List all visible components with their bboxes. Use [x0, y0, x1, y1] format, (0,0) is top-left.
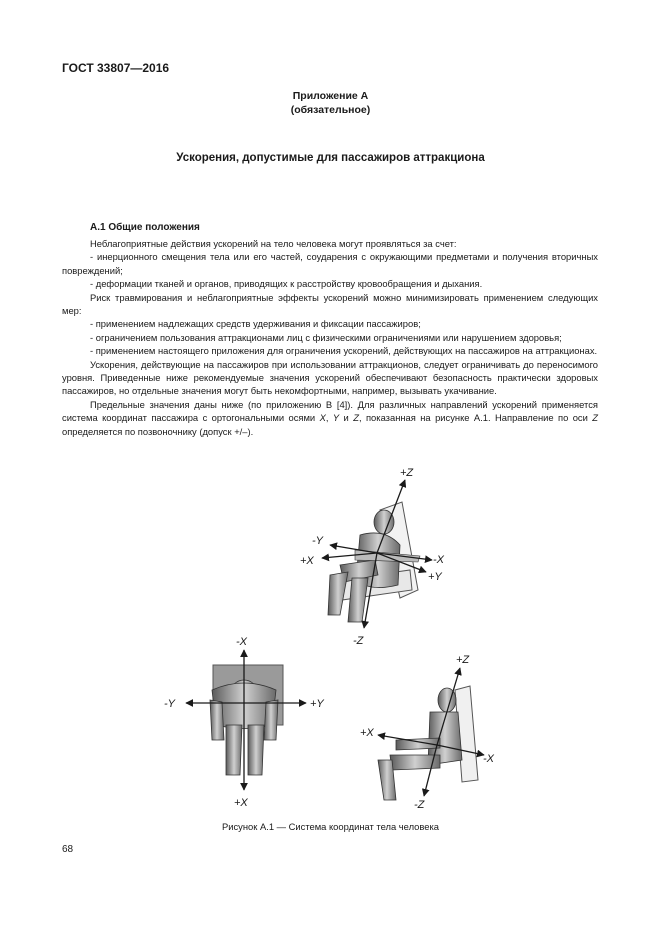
axis-label: -X [236, 636, 247, 648]
axis-label: -Z [353, 635, 364, 647]
paragraph: Риск травмирования и неблагоприятные эффекты ускорений можно минимизировать применением следующих мер: [62, 291, 598, 317]
paragraph: Ускорения, действующие на пассажиров при использовании аттракционов, следует ограничивать до переносимого уровня. Приведенные ниже рекомендуемые значения ускорений обеспечивают безопасность практически здоровых пассажиров, но отдельные значения могут быть некомфортными, например, вызывать укачивание. [62, 358, 598, 397]
figure-seated-top-view [164, 636, 324, 809]
figure-caption: Рисунок А.1 — Система координат тела человека [222, 821, 439, 832]
figure-seated-side-view [360, 654, 495, 811]
appendix-subtitle: (обязательное) [290, 104, 371, 116]
axis-label: +Y [428, 571, 442, 583]
paragraph: Предельные значения даны ниже (по приложению В [4]). Для различных направлений ускорений применяется система координат пассажира с ортогональными осями X, Y и Z, показанная на рисунке А.1. Направление по оси Z определяется по позвоночнику (допуск +/–). [62, 398, 598, 437]
page-title: Ускорения, допустимые для пассажиров аттракциона [176, 152, 485, 164]
appendix-title: Приложение А [292, 90, 369, 102]
list-item: - деформации тканей и органов, приводящих к расстройству кровообращения и дыхания. [90, 278, 483, 290]
axis-label: +X [234, 797, 248, 809]
list-item: - ограничением пользования аттракционами лиц с физическими ограничениями или нарушением здоровья; [90, 331, 562, 343]
axis-label: -Y [312, 535, 323, 547]
axis-label: +X [360, 727, 374, 739]
axis-label: +Y [310, 698, 324, 710]
axis-label: +X [300, 555, 314, 567]
axis-label: -X [483, 753, 494, 765]
section-heading: А.1 Общие положения [90, 222, 200, 233]
document-id: ГОСТ 33807—2016 [62, 61, 170, 75]
page-number: 68 [62, 844, 74, 855]
list-item: - применением настоящего приложения для ограничения ускорений, действующих на пассажиров на аттракционах. [90, 345, 598, 357]
axis-label: +Z [456, 654, 470, 666]
list-item: - инерционного смещения тела или его частей, соударения с окружающими предметами и получения вторичных повреждений; [62, 251, 598, 276]
axis-label: +Z [400, 467, 414, 479]
list-item: - применением надлежащих средств удерживания и фиксации пассажиров; [90, 318, 421, 330]
axis-label: -Y [164, 698, 175, 710]
axis-label: -Z [414, 799, 425, 811]
axis-label: -X [433, 554, 444, 566]
figure-seated-isometric [300, 467, 445, 647]
paragraph: Неблагоприятные действия ускорений на тело человека могут проявляться за счет: [90, 238, 457, 249]
